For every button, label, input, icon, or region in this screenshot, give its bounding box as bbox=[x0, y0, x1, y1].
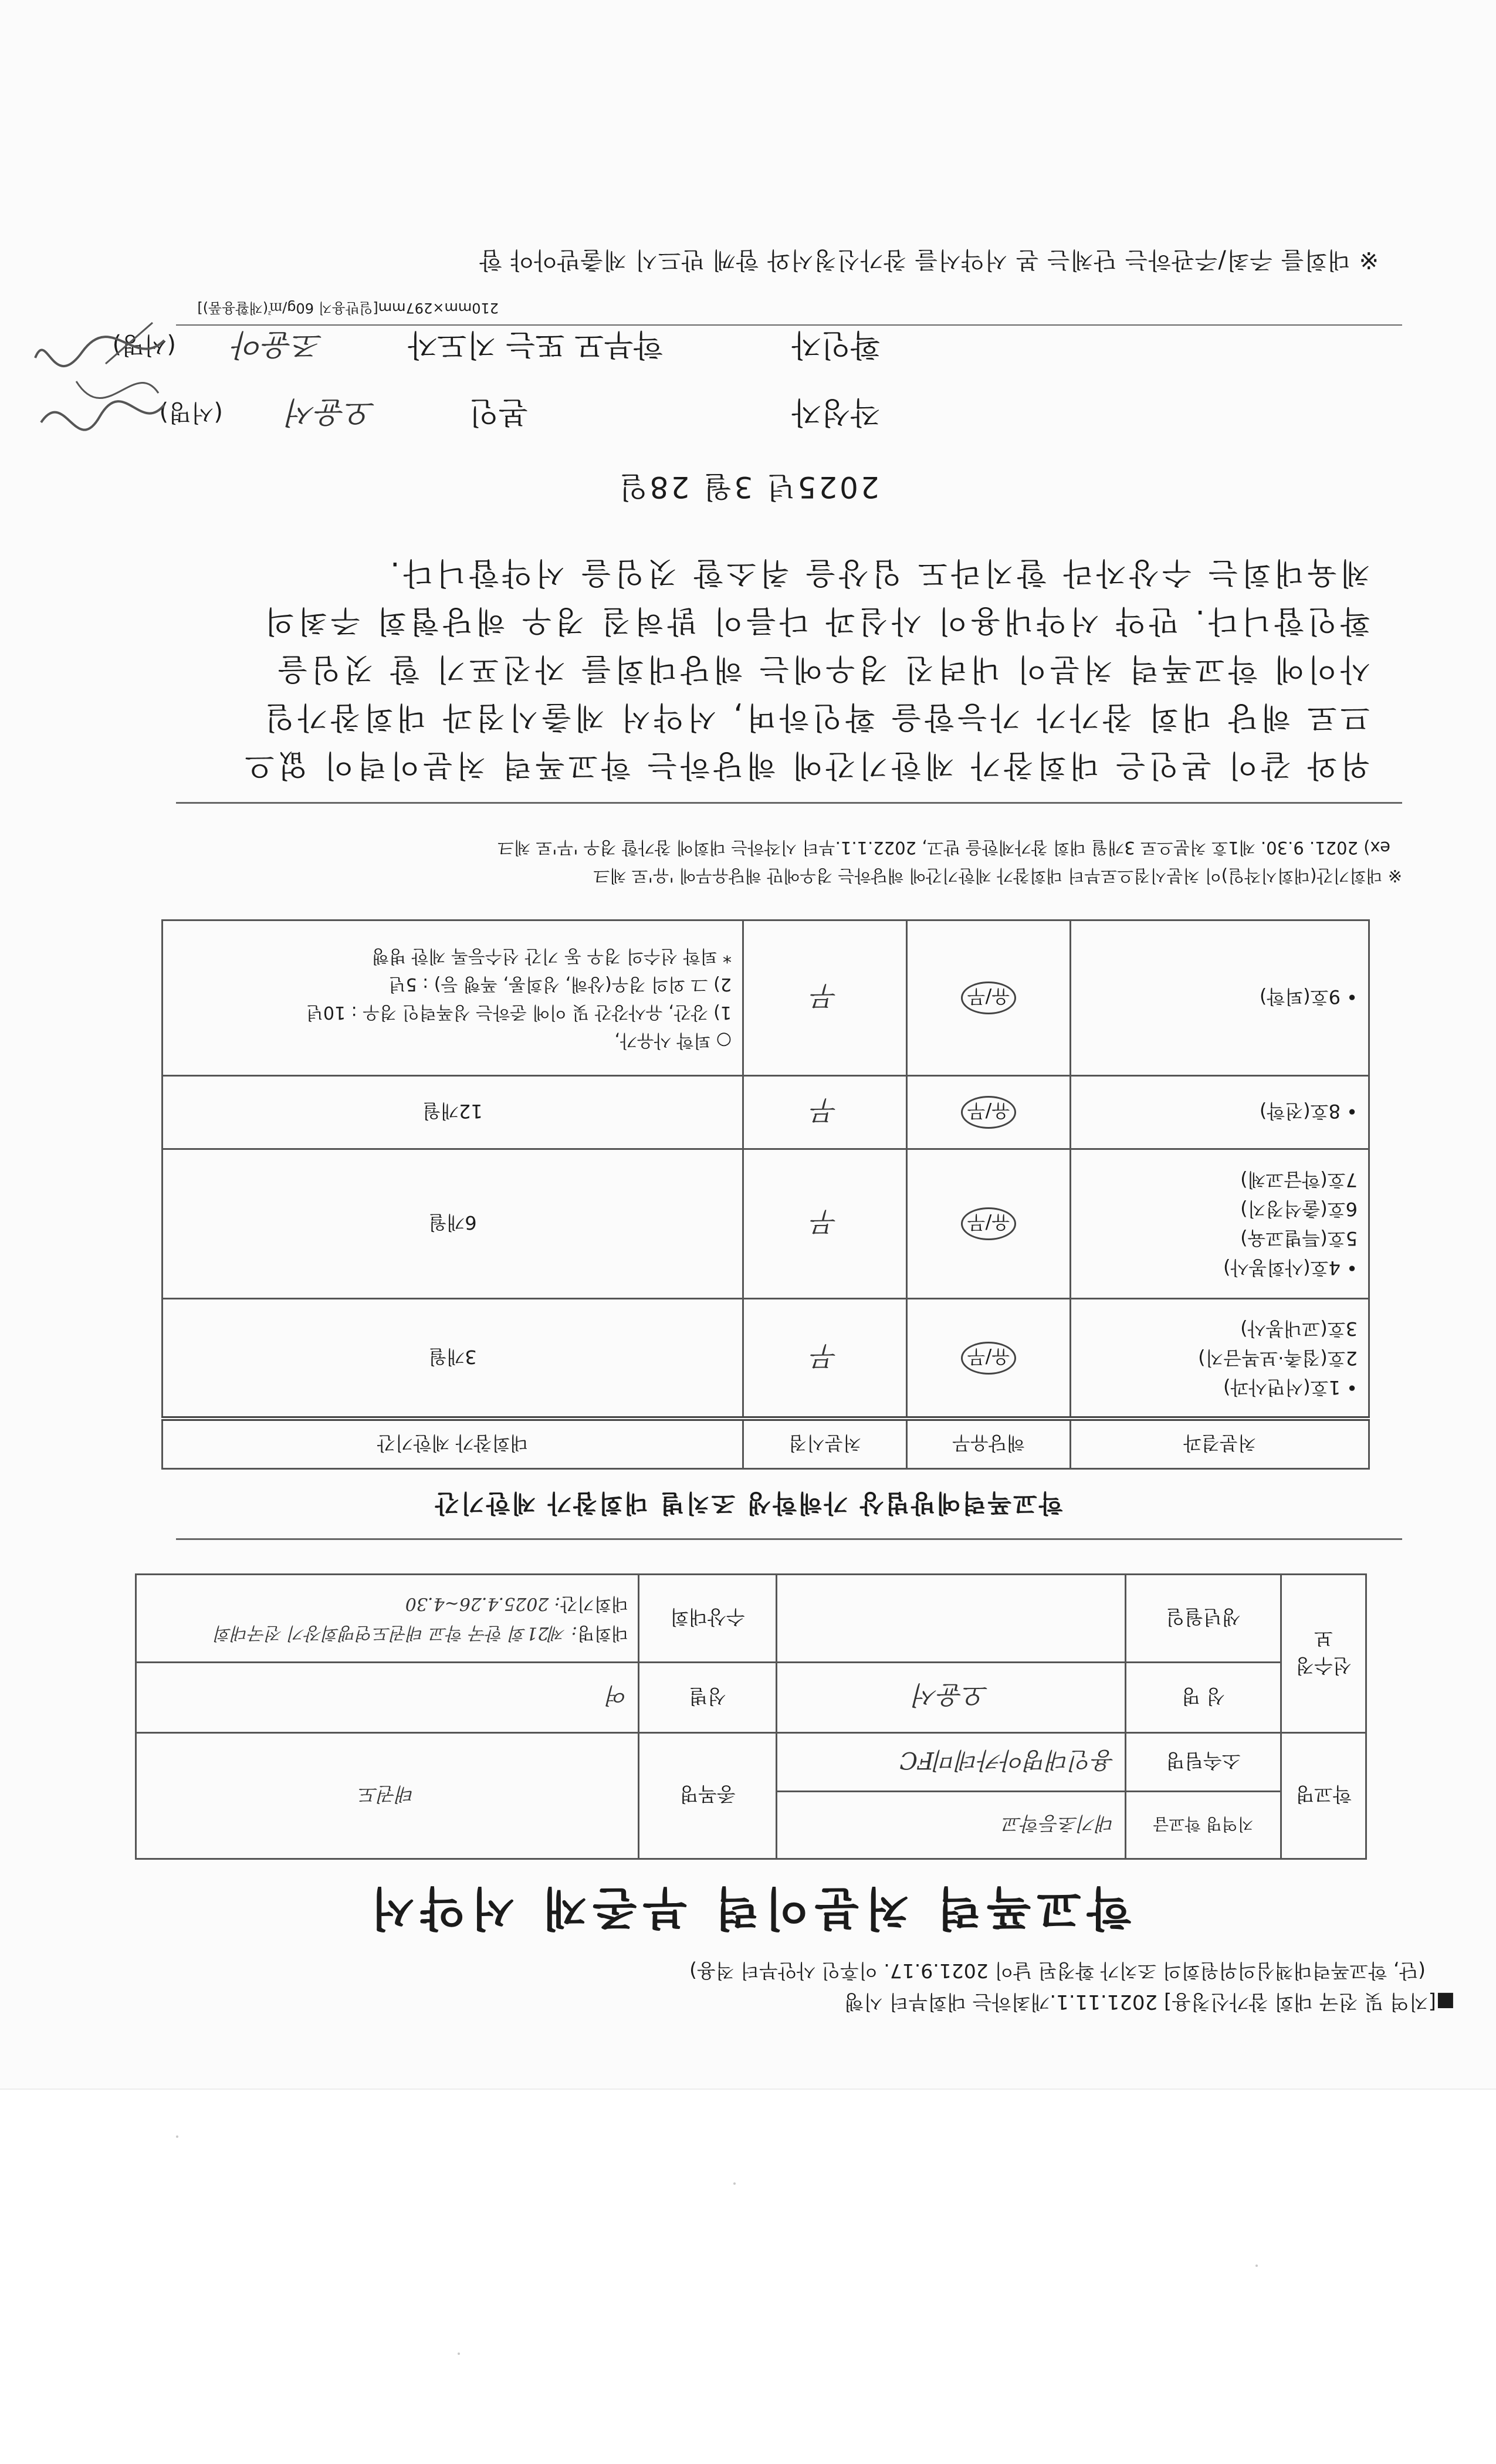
pledge-line-1: 위와 같이 본인은 대회참가 제한기간에 해당하는 학교폭력 처분이력이 없으 bbox=[241, 747, 1370, 783]
row1-result: • 1호(서면사과) 2호(접촉·보복금지) 3호(교내봉사) bbox=[1071, 1299, 1369, 1419]
row1-date: 무 bbox=[743, 1299, 907, 1419]
player-label: 선수정보 bbox=[1281, 1575, 1366, 1733]
paper-spec: 210mm×297mm[일반용지 60g/㎡(재활용품)] bbox=[197, 300, 499, 316]
note-2: ex) 2021. 9.30. 제1호 처분으로 3개월 대회 참가제한을 받고, 2022.1.1.부터 시작하는 대회에 참가할 경우 '무'로 체크 bbox=[497, 838, 1390, 858]
row4-date: 무 bbox=[743, 920, 907, 1076]
divider bbox=[176, 324, 1402, 326]
row4-yn: 유/무 bbox=[961, 981, 1017, 1014]
note-1: ※ 대회기간(대회시작일)이 처분시점으로부터 대회참가 제한기간에 해당하는 경우에만 해당유무에 '유'로 체크 bbox=[593, 866, 1402, 886]
contest-value: : 제21회 한국 학교 태권도연맹회장기 전국대회 bbox=[215, 1623, 578, 1644]
sanction-table bbox=[161, 919, 1370, 1470]
row2-result: • 4호(사회봉사) 5호(특별교육) 6호(출석정지) 7호(학급교체) bbox=[1071, 1149, 1369, 1299]
confirm-label: 확인자 bbox=[791, 327, 880, 362]
row2-limit: 6개월 bbox=[163, 1149, 743, 1299]
scan-speck bbox=[176, 2135, 178, 2138]
contest-label: 대회명 bbox=[577, 1623, 628, 1644]
row3-date: 무 bbox=[743, 1076, 907, 1149]
header-line2: (단, 학교폭력대책심의위원회의 조치가 확정된 날이 2021.9.17. 이후인 사안부터 적용) bbox=[689, 1959, 1426, 1982]
school-label: 학교명 bbox=[1281, 1733, 1366, 1859]
pledge-line-4: 확인합니다. 만약 서약내용이 사실과 다름이 밝혀질 경우 해당협회 주최의 bbox=[261, 603, 1370, 638]
footer-note: ※ 대회를 주최/주관하는 단체는 본 서약서를 참가신청서와 함께 반드시 제출받아야 함 bbox=[479, 246, 1379, 273]
col-limit: 대회참가 제한기간 bbox=[163, 1419, 743, 1469]
name-value: 오윤서 bbox=[777, 1663, 1126, 1733]
col-result: 처분결과 bbox=[1071, 1419, 1369, 1469]
gender-label: 성별 bbox=[639, 1663, 777, 1733]
name-label: 성 명 bbox=[1126, 1663, 1281, 1733]
col-applicable: 해당유무 bbox=[907, 1419, 1071, 1469]
guardian-signature: 조윤아 bbox=[234, 327, 323, 362]
row2-date: 무 bbox=[743, 1149, 907, 1299]
author-label: 작성자 bbox=[791, 394, 880, 429]
gender-value: 여 bbox=[136, 1663, 639, 1733]
header-line1: ■[지역 및 전국 대회 참가신청용] 2021.11.1.개최하는 대회부터 시행 bbox=[844, 1990, 1455, 2013]
row2-yn: 유/무 bbox=[961, 1207, 1017, 1240]
signature-scribble bbox=[23, 305, 176, 440]
self-label: 본인 bbox=[469, 394, 528, 429]
scan-speck bbox=[1255, 2265, 1258, 2267]
divider bbox=[176, 1538, 1402, 1540]
event-label: 종목명 bbox=[639, 1733, 777, 1859]
event-value: 태권도 bbox=[136, 1733, 639, 1859]
row3-limit: 12개월 bbox=[163, 1076, 743, 1149]
pledge-line-3: 사이에 학교폭력 처분이 내려진 경우에는 해당대회를 자진포기 할 것임을 bbox=[274, 651, 1370, 686]
scan-speck bbox=[733, 2182, 736, 2185]
sanction-title: 학교폭력예방법상 가해학생 조치별 대회참가 제한기간 bbox=[433, 1489, 1063, 1518]
award-label: 수상대회 bbox=[639, 1575, 777, 1663]
row1-yn: 유/무 bbox=[961, 1342, 1017, 1375]
divider bbox=[176, 802, 1402, 804]
level-label: 지역명 학교급 bbox=[1126, 1792, 1281, 1859]
row4-limit: ○ 퇴학 사유가, 1) 강간, 유사강간 및 이에 준하는 성폭력인 경우 : 10년 2) 그 외의 경우(상해, 성희롱, 폭행 등) : 5년 * 퇴학 선수의 경우 동 기간 선수등록 제한 병행 bbox=[163, 920, 743, 1076]
self-signature: 오윤서 bbox=[287, 394, 375, 429]
school-value: 대기초등학교 bbox=[777, 1792, 1126, 1859]
row3-yn: 유/무 bbox=[961, 1096, 1017, 1129]
col-date: 처분시점 bbox=[743, 1419, 907, 1469]
birth-label: 생년월일 bbox=[1126, 1575, 1281, 1663]
pledge-body bbox=[126, 549, 1370, 789]
scan-speck bbox=[458, 2353, 460, 2355]
info-table bbox=[135, 1573, 1367, 1860]
period-value: : 2025.4.26~4.30 bbox=[405, 1593, 561, 1615]
guardian-label: 학부모 또는 지도자 bbox=[408, 327, 663, 362]
team-label: 소속팀명 bbox=[1126, 1733, 1281, 1792]
sign-label-2: (서명) bbox=[112, 331, 176, 358]
pledge-line-5: 체육대회는 수상자라 할지라도 입상을 취소할 것임을 서약합니다. bbox=[387, 555, 1370, 590]
pledge-line-2: 므로 해당 대회 참가가 가능함을 확인하며, 서약서 제출시점과 대회참가일 bbox=[261, 699, 1370, 735]
period-label: 대회기간 bbox=[560, 1593, 628, 1615]
team-value: 용인대명아카데미FC bbox=[777, 1733, 1126, 1792]
pledge-date: 2025년 3월 28일 bbox=[617, 470, 879, 504]
row1-limit: 3개월 bbox=[163, 1299, 743, 1419]
sign-label-1: (서명) bbox=[159, 399, 223, 426]
form-title: 학교폭력 처분이력 부존재 서약서 bbox=[364, 1881, 1132, 1934]
row3-result: • 8호(전학) bbox=[1071, 1076, 1369, 1149]
row4-result: • 9호(퇴학) bbox=[1071, 920, 1369, 1076]
